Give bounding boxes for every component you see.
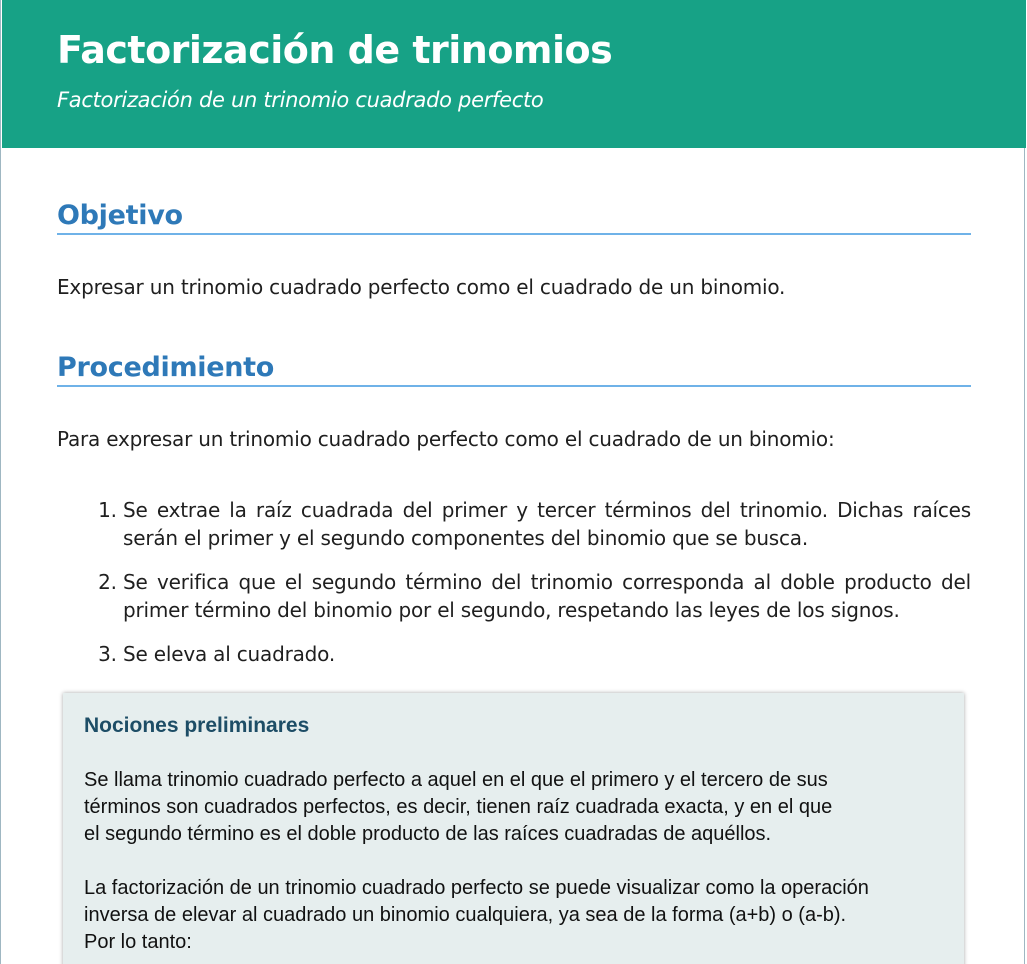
procedure-step: 1. Se extrae la raíz cuadrada del primer y tercer términos del trinomio. Dichas raíces serán el primer y el segundo componentes del binomio que se busca. <box>123 496 971 552</box>
text-line: Se llama trinomio cuadrado perfecto a aquel en el que el primero y el tercero de sus <box>84 769 828 791</box>
procedimiento-heading: Procedimiento <box>57 352 971 387</box>
procedure-step: 2. Se verifica que el segundo término del trinomio corresponda al doble producto del primer término del binomio por el segundo, respetando las leyes de los signos. <box>123 568 971 624</box>
text-line: La factorización de un trinomio cuadrado perfecto se puede visualizar como la operación <box>84 877 869 899</box>
page-title: Factorización de trinomios <box>57 28 613 72</box>
objetivo-heading: Objetivo <box>57 200 971 235</box>
objetivo-text: Expresar un trinomio cuadrado perfecto como el cuadrado de un binomio. <box>57 275 786 299</box>
nociones-preliminares-box <box>63 693 964 964</box>
nociones-heading: Nociones preliminares <box>84 714 310 737</box>
procedure-steps <box>57 496 971 684</box>
procedimiento-intro: Para expresar un trinomio cuadrado perfecto como el cuadrado de un binomio: <box>57 427 835 451</box>
text-line: inversa de elevar al cuadrado un binomio cualquiera, ya sea de la forma (a+b) o (a-b). <box>84 904 847 926</box>
text-line: Por lo tanto: <box>84 931 192 953</box>
procedure-step: 3. Se eleva al cuadrado. <box>123 640 971 668</box>
text-line: términos son cuadrados perfectos, es decir, tienen raíz cuadrada exacta, y en el que <box>84 796 833 818</box>
nociones-paragraph-1 <box>84 767 944 848</box>
text-line: el segundo término es el doble producto de las raíces cuadradas de aquéllos. <box>84 823 772 845</box>
page-subtitle: Factorización de un trinomio cuadrado perfecto <box>57 88 544 112</box>
page-header <box>2 0 1026 148</box>
nociones-paragraph-2 <box>84 875 944 956</box>
